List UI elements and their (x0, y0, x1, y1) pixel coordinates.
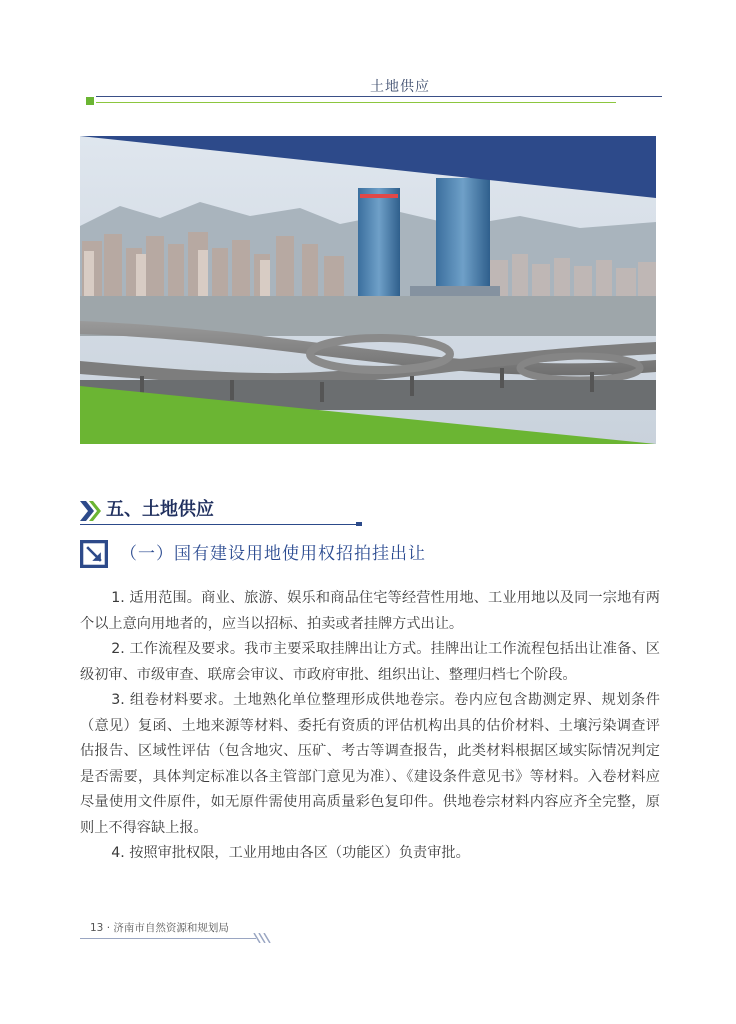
section-heading (80, 496, 370, 526)
paragraph-approval: 4. 按照审批权限，工业用地由各区（功能区）负责审批。 (111, 845, 470, 861)
banner-illustration (80, 136, 656, 444)
chevron-right-icon (80, 498, 102, 524)
section-underline-end (356, 522, 362, 526)
header-divider (96, 96, 662, 97)
footer-divider (80, 938, 256, 939)
paragraph-workflow: 2. 工作流程及要求。我市主要采取挂牌出让方式。挂牌出让工作流程包括出让准备、区级初审、市级审查、联席会审议、市政府审批、组织出让、整理归档七个阶段。 (80, 641, 660, 683)
paragraph-materials: 3. 组卷材料要求。土地熟化单位整理形成供地卷宗。卷内应包含勘测定界、规划条件（意见）复函、土地来源等材料、委托有资质的评估机构出具的估价材料、土壤污染调查评估报告、区域性评估（包含地灾、压矿、考古等调查报告，此类材料根据区域实际情况判定是否需要，具体判定标准以各主管部门意见为准）、《建设条件意见书》等材料。入卷材料应尽量使用文件原件，如无原件需使用高质量彩色复印件。供地卷宗材料内容应齐全完整，原则上不得容缺上报。 (80, 692, 660, 836)
subsection-title: （一）国有建设用地使用权招拍挂出让 (120, 544, 426, 564)
subsection-heading (80, 540, 500, 574)
header-green-square (86, 97, 94, 105)
section-underline (80, 524, 362, 525)
footer-hatch-icon (252, 933, 272, 943)
city-overpass-photo (80, 136, 656, 444)
section-title: 五、土地供应 (106, 499, 214, 520)
body-text (80, 586, 660, 867)
diagonal-arrow-icon (80, 540, 108, 568)
header-green-divider (96, 102, 616, 103)
paragraph-scope: 1. 适用范围。商业、旅游、娱乐和商品住宅等经营性用地、工业用地以及同一宗地有两个以上意向用地者的，应当以招标、拍卖或者挂牌方式出让。 (80, 590, 660, 632)
page-footer: 13 · 济南市自然资源和规划局 (90, 922, 229, 934)
page-header-title: 土地供应 (370, 79, 430, 95)
